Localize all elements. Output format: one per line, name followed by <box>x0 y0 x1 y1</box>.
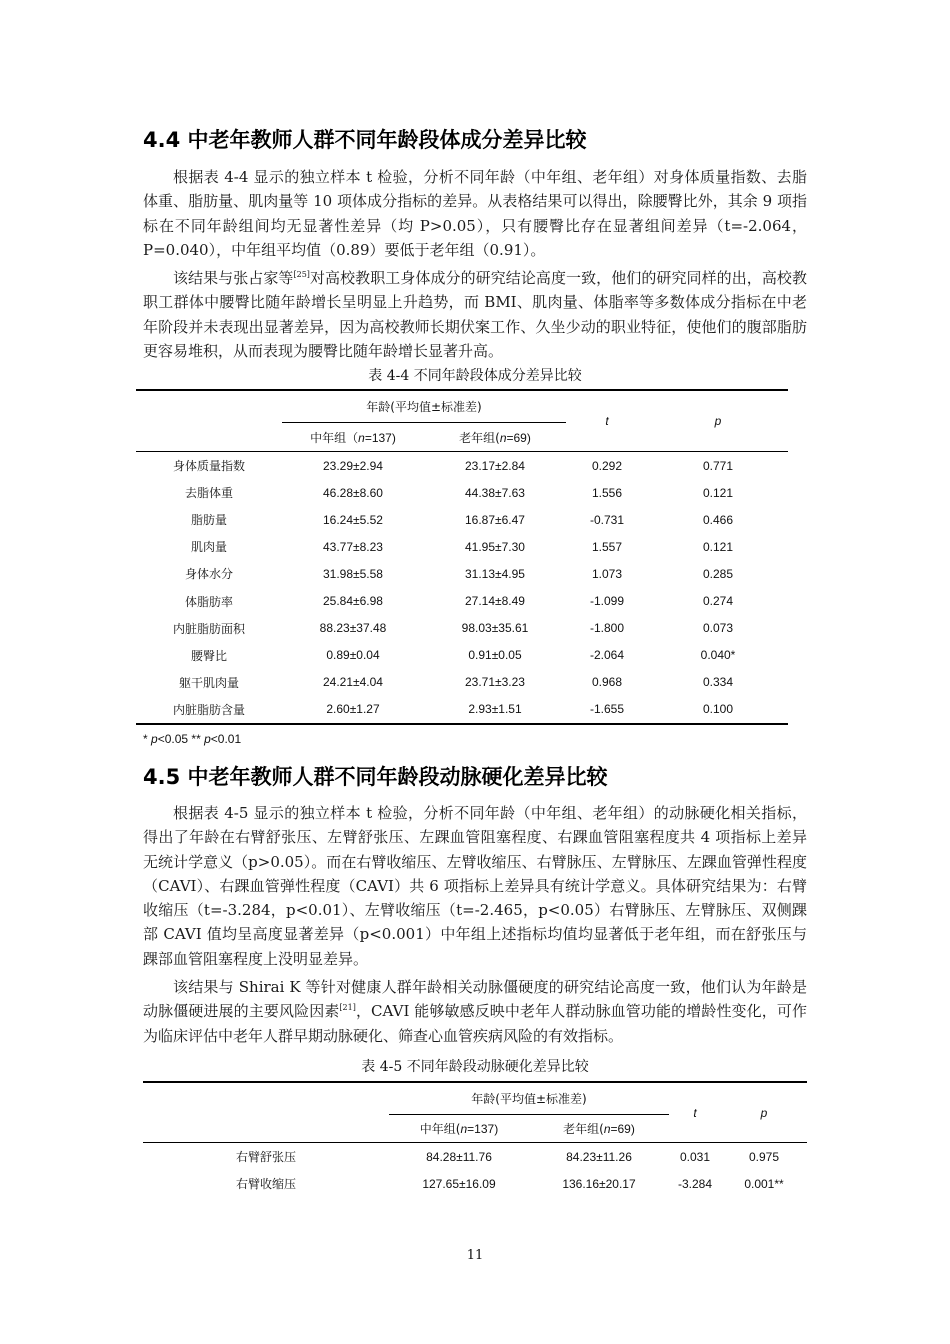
col-header-old-age: 老年组(n=69) <box>563 1122 635 1136</box>
table-row: 躯干肌肉量 24.21±4.04 23.71±3.23 0.968 0.334 <box>178 675 734 690</box>
table-row: 右臂舒张压 84.28±11.76 84.23±11.26 0.031 0.975 <box>235 1149 780 1164</box>
section-heading-4-4: 4.4 中老年教师人群不同年龄段体成分差异比较 <box>143 128 587 152</box>
table-row: 腰臀比 0.89±0.04 0.91±0.05 -2.064 0.040* <box>190 648 736 663</box>
table-row: 体脂肪率 25.84±6.98 27.14±8.49 -1.099 0.274 <box>184 594 734 609</box>
col-header-old-age: 老年组(n=69) <box>459 430 531 445</box>
table-row: 肌肉量 43.77±8.23 41.95±7.30 1.557 0.121 <box>190 539 734 555</box>
page-number: 11 <box>466 1248 484 1263</box>
paragraph-text: 该结果与 Shirai K 等针对健康人群年龄相关动脉僵硬度的研究结论高度一致，他们认为年龄是动脉僵硬进展的主要风险因素 <box>143 978 807 1021</box>
section-heading-4-5: 4.5 中老年教师人群不同年龄段动脉硬化差异比较 <box>143 765 608 789</box>
table-row: 身体水分 31.98±5.58 31.13±4.95 1.073 0.285 <box>184 566 734 582</box>
col-header-t: t <box>605 414 609 428</box>
table-row: 脂肪量 16.24±5.52 16.87±6.47 -0.731 0.466 <box>190 512 734 528</box>
table-row: 右臂收缩压 127.65±16.09 136.16±20.17 -3.284 0.001** <box>235 1176 784 1191</box>
group-header: 年龄(平均值±标准差) <box>366 400 482 414</box>
col-header-p: p <box>760 1105 768 1120</box>
group-header: 年龄(平均值±标准差) <box>471 1092 587 1106</box>
col-header-t: t <box>693 1105 697 1120</box>
paragraph-text: ，CAVI 能够敏感反映中老年人群动脉血管功能的增龄性变化，可作为临床评估中老年人群早期动脉硬化、筛查心血管疾病风险的有效指标。 <box>143 1002 807 1045</box>
paragraph-text: 对高校教职工身体成分的研究结论高度一致，他们的研究同样的出，高校教职工群体中腰臀比随年龄增长呈明显上升趋势，而 BMI、肌肉量、体脂率等多数体成分指标在中老年阶段并未表现出显著差异，因为高校教师长期伏案工作、久坐少动的职业特征，使他们的腹部脂肪更容易堆积，从而表现为腰臀比随年龄增长显著升高。 <box>143 269 807 360</box>
paragraph-4-4-1: 根据表 4-4 显示的独立样本 t 检验，分析不同年龄（中年组、老年组）对身体质量指数、去脂体重、脂肪量、肌肉量等 10 项体成分指标的差异。从表格结果可以得出，除腰臀比外，其余 9 项指标在不同年龄组间均无显著性差异（均 P>0.05），只有腰臀比存在显著组间差异（t=-2.064，P=0.040），中年组平均值（0.89）要低于老年组（0.91）。 <box>143 168 807 259</box>
table-row: 去脂体重 46.28±8.60 44.38±7.63 1.556 0.121 <box>184 485 734 501</box>
table-row: 身体质量指数 23.29±2.94 23.17±2.84 0.292 0.771 <box>172 458 734 474</box>
table-caption-4-5: 表 4-5 不同年龄段动脉硬化差异比较 <box>361 1059 589 1075</box>
paragraph-4-5-2 <box>143 975 807 1048</box>
table-row: 内脏脂肪面积 88.23±37.48 98.03±35.61 -1.800 0.073 <box>172 621 734 636</box>
table-4-4 <box>136 389 788 725</box>
table-row: 内脏脂肪含量 2.60±1.27 2.93±1.51 -1.655 0.100 <box>172 702 734 717</box>
table-caption-4-4: 表 4-4 不同年龄段体成分差异比较 <box>368 368 582 384</box>
citation-ref: [21] <box>339 1003 356 1013</box>
col-header-middle-age: 中年组(n=137) <box>419 1122 499 1136</box>
col-header-p: p <box>714 414 722 428</box>
col-header-middle-age: 中年组（n=137) <box>310 430 396 445</box>
paragraph-4-4-2 <box>143 266 807 363</box>
table-4-5 <box>143 1081 807 1197</box>
table-footnote: * p<0.05 ** p<0.01 <box>143 732 242 746</box>
citation-ref: [25] <box>293 270 310 279</box>
paragraph-text: 该结果与张占家等 <box>173 269 294 287</box>
paragraph-4-5-1: 根据表 4-5 显示的独立样本 t 检验，分析不同年龄（中年组、老年组）的动脉硬化相关指标，得出了年龄在右臂舒张压、左臂舒张压、左踝血管阻塞程度、右踝血管阻塞程度共 4 项指标上差异无统计学意义（p>0.05）。而在右臂收缩压、左臂收缩压、右臂脉压、左臂脉压、左踝血管弹性程度（CAVI）、右踝血管弹性程度（CAVI）共 6 项指标上差异具有统计学意义。具体研究结果为：右臂收缩压（t=-3.284，p<0.01）、左臂收缩压（t=-2.465，p<0.05）右臂脉压、左臂脉压、双侧踝部 CAVI 值均呈高度显著差异（p<0.001）中年组上述指标均值均显著低于老年组，而在舒张压与踝部血管阻塞程度上没明显差异。 <box>143 804 807 968</box>
